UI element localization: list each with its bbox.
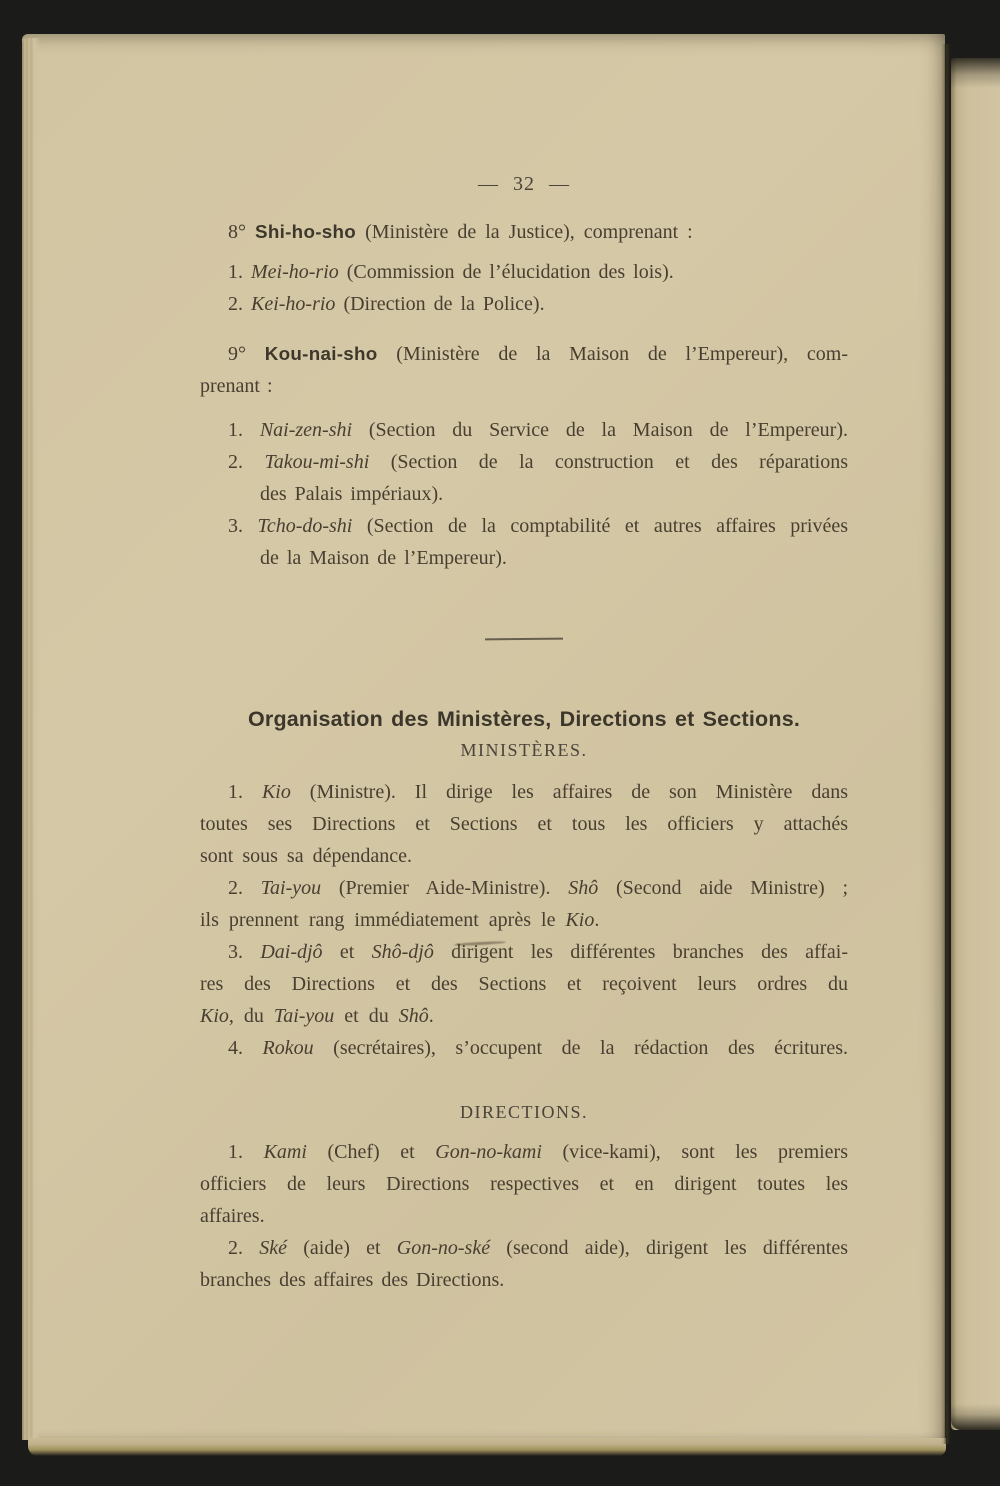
text-run: 2. xyxy=(228,877,261,899)
text-run: (Direction de la Police). xyxy=(335,293,545,315)
text-run: (secrétaires), s’occupent de la rédaction des écritures. xyxy=(313,1037,848,1059)
italic-term: Gon-no-ské xyxy=(396,1237,491,1259)
text-line xyxy=(200,288,848,320)
italic-term: Kio xyxy=(565,909,595,931)
text-run: (aide) et xyxy=(287,1237,397,1259)
text-line xyxy=(200,1168,848,1200)
para-directions-1 xyxy=(200,1136,848,1232)
italic-term: Kei-ho-rio xyxy=(251,293,336,315)
italic-term: Tai-you xyxy=(260,877,322,899)
text-run: (Chef) et xyxy=(306,1141,436,1163)
text-run: 8° xyxy=(228,221,255,243)
entry-8-shihosho xyxy=(200,216,848,248)
text-line xyxy=(200,542,848,574)
italic-term: Takou-mi-shi xyxy=(264,451,370,473)
text-run: (Section de la construction et des réparations xyxy=(369,451,849,473)
item-takou-mi-shi xyxy=(200,446,848,510)
text-run: 2. xyxy=(228,451,265,473)
text-run: (Ministère de la Justice), comprenant : xyxy=(356,221,693,243)
adjacent-page-edge xyxy=(951,58,1000,1430)
text-run: (Ministre). Il dirige les affaires de son Ministère dans xyxy=(290,781,848,803)
divider-rule xyxy=(485,638,563,641)
section-divider xyxy=(200,618,848,650)
text-run: des Palais impériaux). xyxy=(260,483,444,505)
text-run: res des Directions et des Sections et reçoivent leurs ordres du xyxy=(200,973,848,995)
para-ministeres-3 xyxy=(200,936,848,1032)
text-run: affaires. xyxy=(200,1205,265,1227)
text-run: (Second aide Ministre) ; xyxy=(598,877,849,899)
page-number xyxy=(200,168,848,200)
para-ministeres-2 xyxy=(200,872,848,936)
text-line xyxy=(200,168,848,200)
book-page xyxy=(22,34,945,1440)
text-run: 3. xyxy=(228,515,258,537)
text-line xyxy=(200,736,848,764)
subheading-ministeres xyxy=(200,736,848,764)
text-run: et xyxy=(322,941,372,963)
text-run: 1. xyxy=(228,781,262,803)
italic-term: Shô xyxy=(398,1005,429,1027)
text-run: (Section de la comptabilité et autres affaires privées xyxy=(352,515,849,537)
item-tcho-do-shi xyxy=(200,510,848,574)
italic-term: Kio xyxy=(261,781,291,803)
text-line xyxy=(200,338,848,370)
italic-term: Tai-you xyxy=(273,1005,335,1027)
italic-term: Rokou xyxy=(262,1037,314,1059)
text-run: DIRECTIONS. xyxy=(460,1102,588,1122)
italic-term: Shô xyxy=(568,877,599,899)
para-ministeres-1 xyxy=(200,776,848,872)
text-run: de la Maison de l’Empereur). xyxy=(260,547,507,569)
text-line xyxy=(200,1200,848,1232)
text-run: sont sous sa dépendance. xyxy=(200,845,412,867)
bold-term: Shi-ho-sho xyxy=(255,221,357,242)
para-directions-2 xyxy=(200,1232,848,1296)
text-line xyxy=(200,1000,848,1032)
text-run: — 32 — xyxy=(478,173,570,195)
item-kei-ho-rio xyxy=(200,288,848,320)
text-run: (Ministère de la Maison de l’Empereur), com- xyxy=(377,343,848,365)
text-line xyxy=(200,446,848,478)
page-text xyxy=(200,168,848,1296)
italic-term: Nai-zen-shi xyxy=(259,419,353,441)
text-line xyxy=(200,904,848,936)
text-run: (second aide), dirigent les différentes xyxy=(490,1237,848,1259)
italic-term: Tcho-do-shi xyxy=(257,515,353,537)
text-line xyxy=(200,478,848,510)
text-line xyxy=(200,1136,848,1168)
text-run: Organisation des Ministères, Directions et Sections. xyxy=(247,707,801,731)
italic-term: Kami xyxy=(263,1141,307,1163)
text-run: 4. xyxy=(228,1037,263,1059)
italic-term: Kio xyxy=(200,1005,229,1027)
text-run: prenant : xyxy=(200,375,273,397)
text-line xyxy=(200,872,848,904)
text-line xyxy=(200,968,848,1000)
text-line xyxy=(200,704,848,734)
text-line xyxy=(200,1264,848,1296)
text-line xyxy=(200,256,848,288)
italic-term: Ské xyxy=(259,1237,287,1259)
text-run: . xyxy=(428,1005,434,1027)
text-line xyxy=(200,1098,848,1126)
text-run: (vice-kami), sont les premiers xyxy=(541,1141,848,1163)
text-run: branches des affaires des Directions. xyxy=(200,1269,505,1291)
text-line xyxy=(200,1232,848,1264)
text-run: 3. xyxy=(228,941,261,963)
text-run: et du xyxy=(334,1005,399,1027)
page-stack-edges-bottom xyxy=(28,1438,946,1456)
text-line xyxy=(200,840,848,872)
text-run: 1. xyxy=(228,1141,264,1163)
text-run: (Commission de l’élucidation des lois). xyxy=(338,261,674,283)
text-line xyxy=(200,776,848,808)
text-run: ils prennent rang immédiatement après le xyxy=(200,909,566,931)
text-line xyxy=(200,216,848,248)
text-line xyxy=(200,936,848,968)
italic-term: Shô-djô xyxy=(371,941,434,963)
text-run: 2. xyxy=(228,1237,260,1259)
text-run: toutes ses Directions et Sections et tous les officiers y attachés xyxy=(200,813,848,835)
text-run: 2. xyxy=(228,293,251,315)
subheading-directions xyxy=(200,1098,848,1126)
para-ministeres-4 xyxy=(200,1032,848,1064)
text-run: , du xyxy=(228,1005,274,1027)
item-nai-zen-shi xyxy=(200,414,848,446)
italic-term: Gon-no-kami xyxy=(435,1141,542,1163)
text-line xyxy=(200,414,848,446)
text-line xyxy=(200,808,848,840)
text-run: (Section du Service de la Maison de l’Empereur). xyxy=(352,419,848,441)
text-run: 1. xyxy=(228,261,251,283)
entry-9-kounaisho xyxy=(200,338,848,402)
item-mei-ho-rio xyxy=(200,256,848,288)
italic-term: Dai-djô xyxy=(260,941,323,963)
text-run: (Premier Aide-Ministre). xyxy=(321,877,569,899)
bold-term: Kou-nai-sho xyxy=(264,343,378,364)
text-run: MINISTÈRES. xyxy=(460,740,588,760)
text-line xyxy=(200,1032,848,1064)
section-heading xyxy=(200,704,848,734)
text-run: officiers de leurs Directions respectives et en dirigent toutes les xyxy=(200,1173,848,1195)
text-line xyxy=(200,510,848,542)
text-line xyxy=(200,370,848,402)
text-run: dirigent les différentes branches des affai- xyxy=(433,941,849,963)
text-run: . xyxy=(594,909,600,931)
text-run: 9° xyxy=(228,343,265,365)
italic-term: Mei-ho-rio xyxy=(251,261,339,283)
text-run: 1. xyxy=(228,419,260,441)
